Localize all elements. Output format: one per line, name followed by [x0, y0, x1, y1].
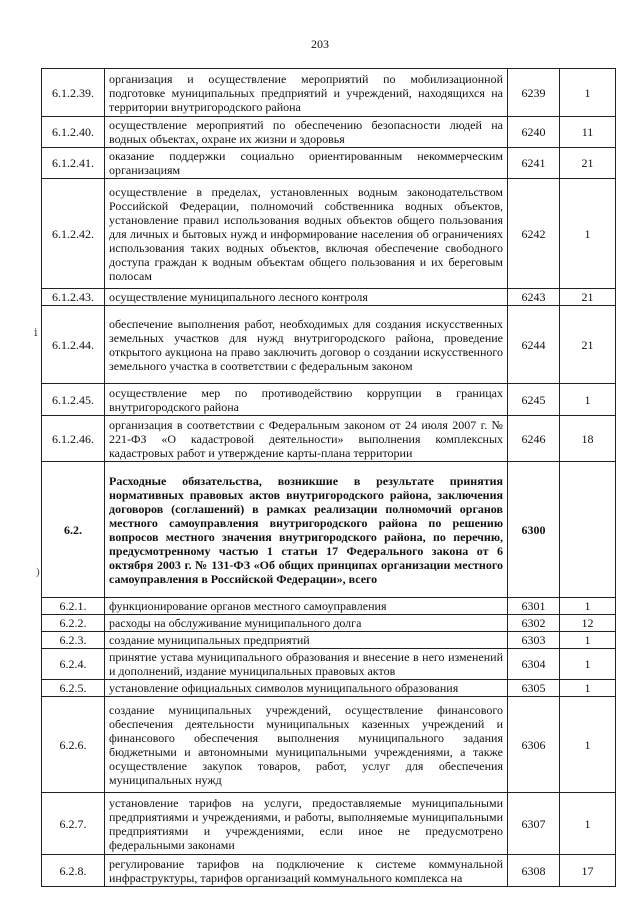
table-row: [42, 680, 616, 697]
row-description: создание муниципальных учреждений, осуществление финансового обеспечения деятельности муниципальных казенных учреждений и финансового обеспечения выполнения муниципального задания бюджетными и автономными муниципальными учреждениями, а также осуществление закупок товаров, работ, услуг для обеспечения муниципальных нужд: [105, 697, 508, 793]
table-row: [42, 384, 616, 416]
row-count: 11: [560, 117, 616, 148]
row-description: создание муниципальных предприятий: [105, 632, 508, 649]
expenditure-table: [41, 68, 616, 887]
table-row: [42, 615, 616, 632]
table-row: [42, 306, 616, 384]
row-code: 6305: [508, 680, 560, 697]
row-description: принятие устава муниципального образования и внесение в него изменений и дополнений, издание муниципальных правовых актов: [105, 649, 508, 680]
row-count: 1: [560, 384, 616, 416]
row-code: 6239: [508, 69, 560, 117]
row-number: 6.2.3.: [42, 632, 105, 649]
row-number: 6.1.2.42.: [42, 179, 105, 289]
row-code: 6240: [508, 117, 560, 148]
row-number: 6.1.2.46.: [42, 416, 105, 462]
row-count: 1: [560, 179, 616, 289]
row-count: 21: [560, 306, 616, 384]
row-code: 6304: [508, 649, 560, 680]
table-row: [42, 649, 616, 680]
table-row: [42, 632, 616, 649]
row-code: 6308: [508, 855, 560, 887]
row-code: 6303: [508, 632, 560, 649]
scan-mark: ): [36, 566, 40, 578]
row-number: 6.2.8.: [42, 855, 105, 887]
row-number: 6.2.2.: [42, 615, 105, 632]
row-count: 1: [560, 649, 616, 680]
row-number: 6.1.2.40.: [42, 117, 105, 148]
row-description: функционирование органов местного самоуправления: [105, 598, 508, 615]
row-number: 6.1.2.43.: [42, 289, 105, 306]
row-number: 6.2.1.: [42, 598, 105, 615]
table-row: [42, 416, 616, 462]
row-count: 21: [560, 148, 616, 179]
row-code: 6244: [508, 306, 560, 384]
row-count: 12: [560, 615, 616, 632]
row-description: регулирование тарифов на подключение к системе коммунальной инфраструктуры, тарифов организаций коммунального комплекса на: [105, 855, 508, 887]
row-number: 6.2.4.: [42, 649, 105, 680]
row-description: осуществление мер по противодействию коррупции в границах внутригородского района: [105, 384, 508, 416]
row-code: 6306: [508, 697, 560, 793]
row-code: 6241: [508, 148, 560, 179]
row-number: 6.1.2.41.: [42, 148, 105, 179]
page-number: 203: [311, 37, 329, 51]
row-description: осуществление муниципального лесного контроля: [105, 289, 508, 306]
table-row: [42, 117, 616, 148]
row-description: организация и осуществление мероприятий по мобилизационной подготовке муниципальных предприятий и учреждений, находящихся на территории внутригородского района: [105, 69, 508, 117]
row-number: 6.2.7.: [42, 793, 105, 855]
table-row: [42, 855, 616, 887]
table-body: [42, 69, 616, 887]
row-count: 1: [560, 632, 616, 649]
row-count: 1: [560, 680, 616, 697]
scan-mark: ⅰ: [34, 327, 38, 339]
table-row: [42, 69, 616, 117]
row-description: осуществление мероприятий по обеспечению безопасности людей на водных объектах, охране их жизни и здоровья: [105, 117, 508, 148]
row-code: 6302: [508, 615, 560, 632]
row-description: оказание поддержки социально ориентированным некоммерческим организациям: [105, 148, 508, 179]
row-count: 1: [560, 69, 616, 117]
row-count: 1: [560, 598, 616, 615]
row-description: обеспечение выполнения работ, необходимых для создания искусственных земельных участков для нужд внутригородского района, проведение открытого аукциона на право заключить договор о создании искусственного земельного участка в соответствии с федеральным законом: [105, 306, 508, 384]
row-number: 6.1.2.44.: [42, 306, 105, 384]
row-description: расходы на обслуживание муниципального долга: [105, 615, 508, 632]
table-row: [42, 289, 616, 306]
row-code: 6243: [508, 289, 560, 306]
row-count: 17: [560, 855, 616, 887]
row-description: установление официальных символов муниципального образования: [105, 680, 508, 697]
row-description: осуществление в пределах, установленных водным законодательством Российской Федерации, полномочий собственника водных объектов, установление правил использования водных объектов общего пользования для личных и бытовых нужд и информирование населения об ограничениях использования таких водных объектов, включая обеспечение свободного доступа граждан к водным объектам общего пользования и их береговым полосам: [105, 179, 508, 289]
row-code: 6245: [508, 384, 560, 416]
row-number: 6.2.: [42, 462, 105, 598]
row-number: 6.1.2.39.: [42, 69, 105, 117]
table-row: [42, 598, 616, 615]
table-row: [42, 179, 616, 289]
row-number: 6.2.5.: [42, 680, 105, 697]
table-row: [42, 462, 616, 598]
row-description: организация в соответствии с Федеральным законом от 24 июля 2007 г. № 221-ФЗ «О кадастровой деятельности» выполнения комплексных кадастровых работ и утверждение карты-плана территории: [105, 416, 508, 462]
row-count: 1: [560, 793, 616, 855]
table-row: [42, 148, 616, 179]
row-code: 6300: [508, 462, 560, 598]
table-row: [42, 793, 616, 855]
row-count: 1: [560, 697, 616, 793]
row-count: 21: [560, 289, 616, 306]
row-code: 6307: [508, 793, 560, 855]
row-description: установление тарифов на услуги, предоставляемые муниципальными предприятиями и учреждениями, и работы, выполняемые муниципальными предприятиями и учреждениями, если иное не предусмотрено федеральными законами: [105, 793, 508, 855]
row-code: 6301: [508, 598, 560, 615]
row-code: 6242: [508, 179, 560, 289]
table-row: [42, 697, 616, 793]
row-number: 6.2.6.: [42, 697, 105, 793]
row-description: Расходные обязательства, возникшие в результате принятия нормативных правовых актов внутригородского района, заключения договоров (соглашений) в рамках реализации полномочий органов местного самоуправления внутригородского района по решению вопросов местного значения внутригородского района, по перечню, предусмотренному частью 1 статьи 17 Федерального закона от 6 октября 2003 г. № 131-ФЗ «Об общих принципах организации местного самоуправления в Российской Федерации», всего: [105, 462, 508, 598]
row-number: 6.1.2.45.: [42, 384, 105, 416]
row-code: 6246: [508, 416, 560, 462]
row-count: [560, 462, 616, 598]
row-count: 18: [560, 416, 616, 462]
